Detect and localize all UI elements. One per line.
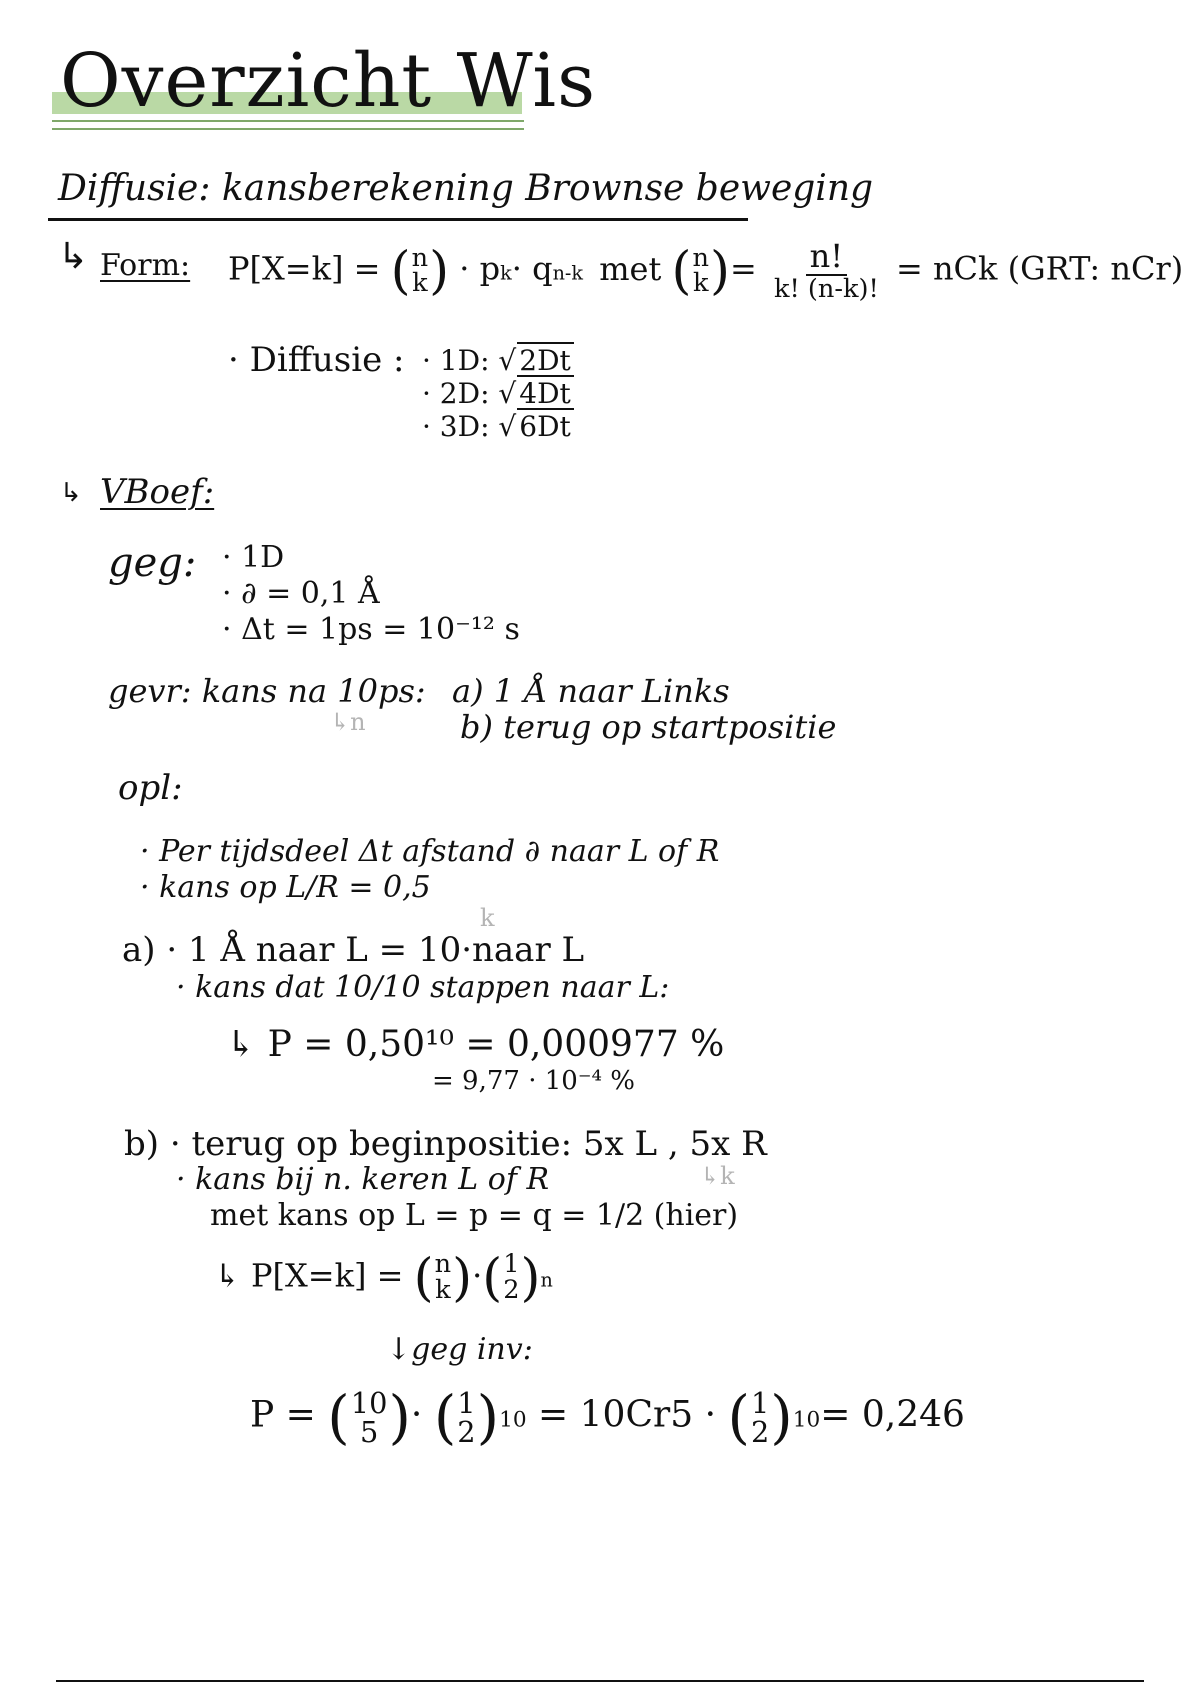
diffusie-item-1d: · 1D: √ 2Dt [422,344,574,377]
form-formula: P[X=k] = ( n k ) · $p^k\cdot q^{n-k}$ met ( n k )= $\frac{n!}{k! (n-k)!}$ = nCk (GRT: nCr) [228,237,1184,304]
gevr-b: b) terug op startpositie [460,708,837,746]
section-heading: Diffusie: kansberekening Brownse beweging [58,168,874,209]
diffusie-item-3d: · 3D: √ 6Dt [422,410,574,443]
a-result-1: ↳ P = 0,50¹⁰ = 0,000977 % [226,1024,725,1065]
geg-item-3: · Δt = 1ps = 10⁻¹² s [222,612,520,647]
final-formula: P = ( 10 5 )· ( 1 2 )$^{10}$ = 10Cr5 · ( 1 2 )$^{10}$= 0,246 [250,1384,965,1451]
diffusie-item-2d: · 2D: √ 4Dt [422,377,574,410]
geg-item-1: · 1D [222,540,285,575]
gevr-a: a) 1 Å naar Links [452,672,730,710]
example-label: VBoef: [100,472,215,512]
opl-item-1: · Per tijdsdeel Δt afstand ∂ naar L of R [140,834,720,869]
geg-label: geg: [108,540,197,586]
gevr-label: gevr: kans na 10ps: [108,672,426,710]
form-arrow-icon: ↳ [58,236,89,277]
geg-inv-label: ↓geg inv: [386,1332,533,1367]
gevr-note-n: ↳n [330,708,366,736]
form-label: Form: [100,248,191,283]
page-bottom-rule [56,1680,1144,1682]
exponent-k: k [500,261,512,285]
geg-item-2: · ∂ = 0,1 Å [222,576,380,611]
opl-label: opl: [118,768,183,808]
page-title: Overzicht Wis [60,38,597,124]
example-arrow-icon: ↳ [60,478,82,508]
a-note-k: k [480,904,495,932]
formula-p: · p [459,249,501,288]
binomial-n-k-2: n k [692,242,709,299]
b-line-2: · kans bij n. keren L of R [176,1162,550,1197]
b-line-3: met kans op L = p = q = 1/2 (hier) [210,1198,739,1233]
binomial-n-k: n k [411,242,429,299]
a-line-2: · kans dat 10/10 stappen naar L: [176,970,670,1005]
section-heading-underline [48,218,748,221]
b-line-1: b) · terug op beginpositie: 5x L , 5x R [124,1124,767,1164]
exponent-n-k: n-k [552,261,584,285]
title-underline-2 [52,128,524,130]
a-result-2: = 9,77 · 10⁻⁴ % [432,1066,635,1096]
formula-left: P[X=k] = [228,249,381,288]
factorial-fraction: $\frac{n!}{k! (n-k)!}$ [773,237,879,304]
b-note-k: ↳k [700,1162,735,1190]
met-label: met [599,249,662,288]
b-formula: ↳ P[X=k] = ( n k )·( 1 2 )$^n$ [214,1248,553,1308]
formula-q: · q [511,249,553,288]
formula-right: = nCk (GRT: nCr) [895,249,1184,288]
opl-item-2: · kans op L/R = 0,5 [140,870,431,905]
diffusie-label: · Diffusie : [228,340,405,380]
a-line-1: a) · 1 Å naar L = 10·naar L [122,930,585,970]
